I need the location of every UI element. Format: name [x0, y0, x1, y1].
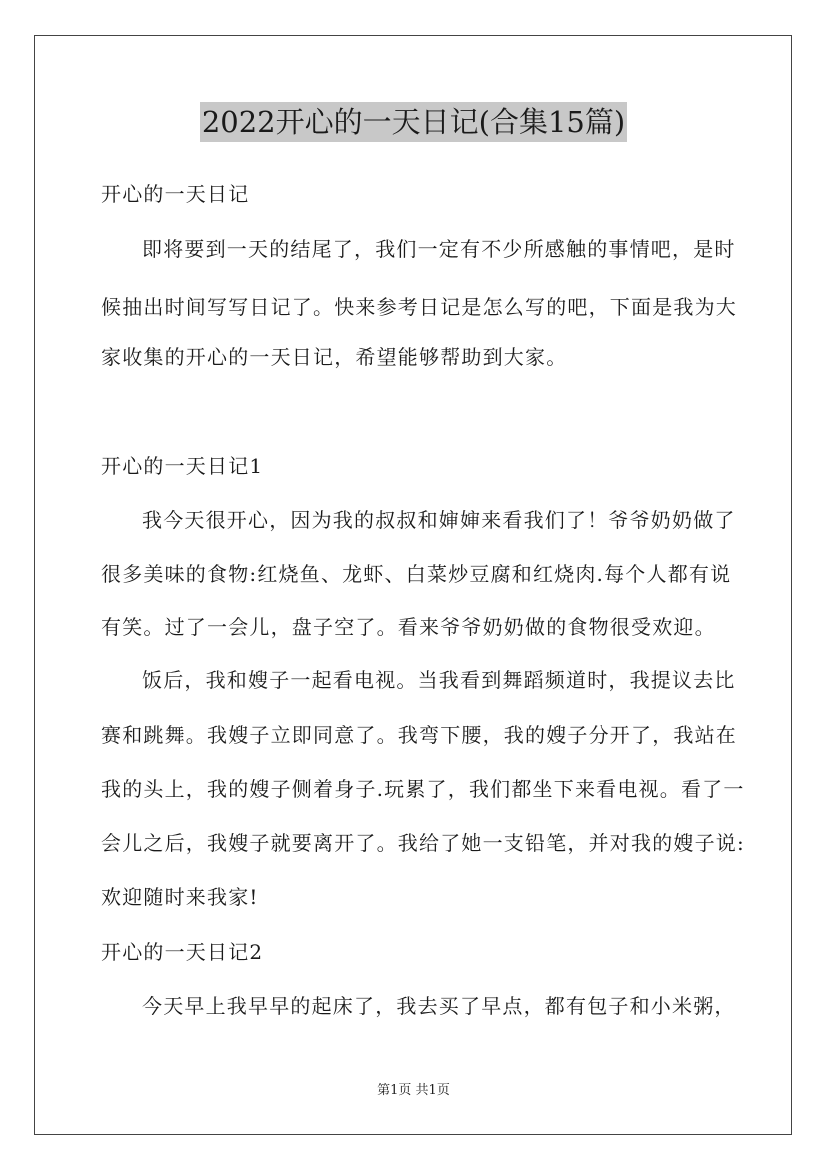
section-heading: 开心的一天日记2	[101, 940, 264, 964]
body-line: 饭后，我和嫂子一起看电视。当我看到舞蹈频道时，我提议去比	[142, 668, 736, 692]
page-footer: 第1页 共1页	[377, 1083, 450, 1098]
intro-line: 候抽出时间写写日记了。快来参考日记是怎么写的吧，下面是我为大	[101, 295, 737, 319]
document-title: 2022开心的一天日记(合集15篇)	[200, 102, 627, 142]
body-line: 有笑。过了一会儿，盘子空了。看来爷爷奶奶做的食物很受欢迎。	[101, 615, 716, 639]
body-line: 很多美味的食物:红烧鱼、龙虾、白菜炒豆腐和红烧肉.每个人都有说	[101, 562, 732, 586]
intro-line: 家收集的开心的一天日记，希望能够帮助到大家。	[101, 345, 568, 369]
section-heading: 开心的一天日记	[101, 182, 250, 206]
section-heading: 开心的一天日记1	[101, 454, 264, 478]
intro-line: 即将要到一天的结尾了，我们一定有不少所感触的事情吧，是时	[142, 237, 736, 261]
body-line: 我的头上，我的嫂子侧着身子.玩累了，我们都坐下来看电视。看了一	[101, 777, 745, 801]
body-line: 欢迎随时来我家!	[101, 885, 259, 909]
body-line: 赛和跳舞。我嫂子立即同意了。我弯下腰，我的嫂子分开了，我站在	[101, 723, 737, 747]
body-line: 今天早上我早早的起床了，我去买了早点，都有包子和小米粥，	[142, 994, 736, 1018]
body-line: 会儿之后，我嫂子就要离开了。我给了她一支铅笔，并对我的嫂子说:	[101, 831, 745, 855]
title-container	[0, 102, 827, 142]
body-line: 我今天很开心，因为我的叔叔和婶婶来看我们了！爷爷奶奶做了	[142, 508, 736, 532]
